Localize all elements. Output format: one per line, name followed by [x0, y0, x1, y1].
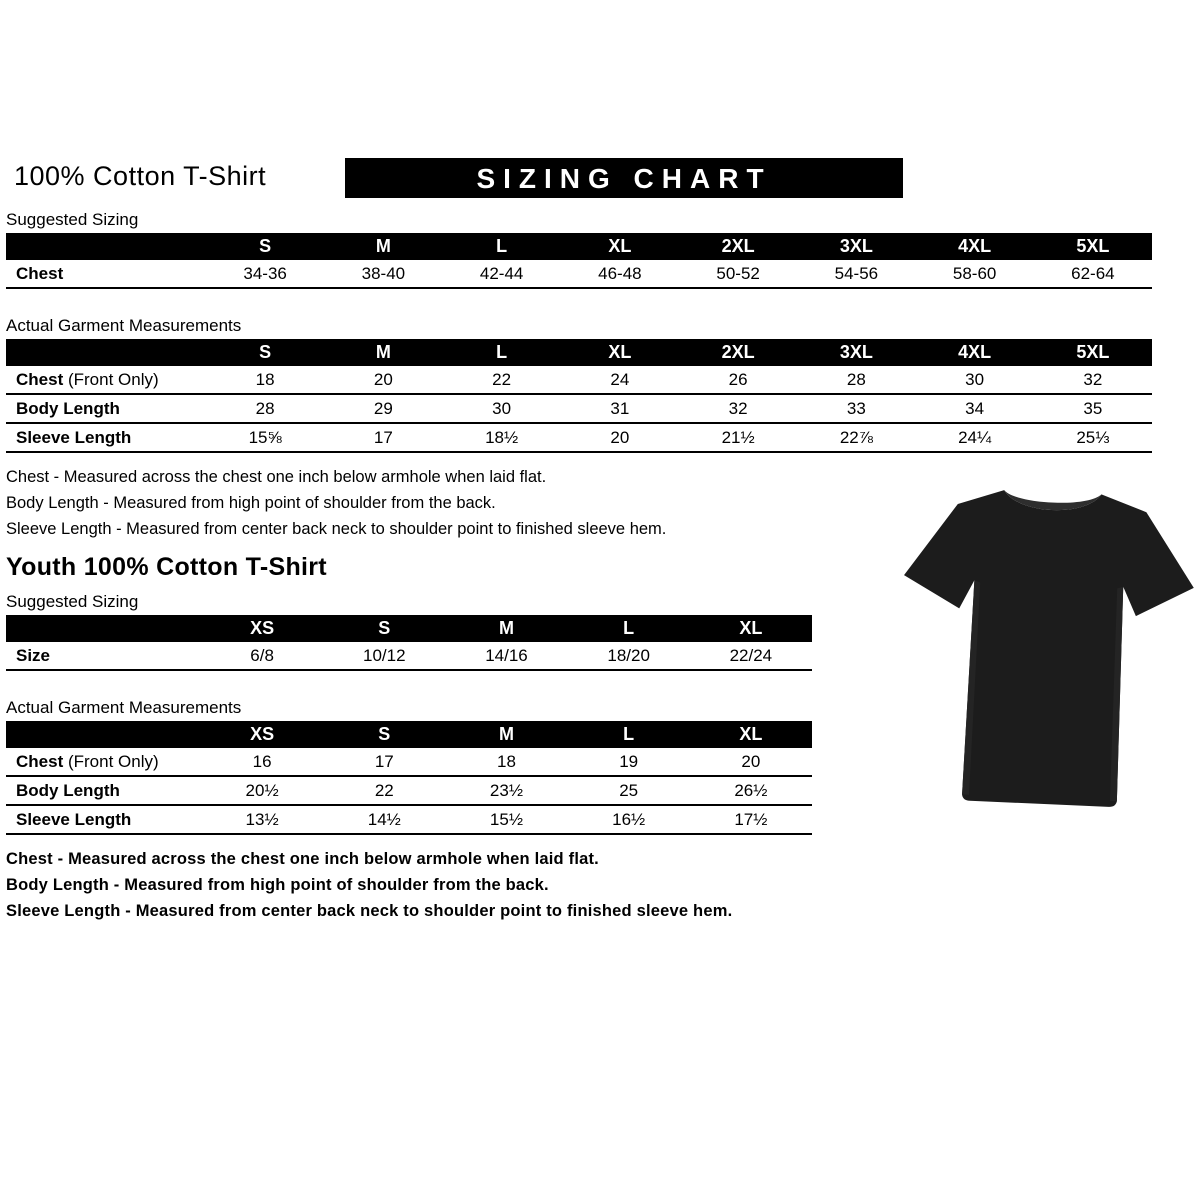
cell: 18 [445, 748, 567, 776]
actual-measurements-label: Actual Garment Measurements [6, 316, 242, 335]
cell: 58-60 [916, 260, 1034, 288]
note-line: Sleeve Length - Measured from center back neck to shoulder point to finished sleeve hem. [6, 902, 733, 920]
cell: 30 [916, 366, 1034, 394]
size-header-cell: S [206, 339, 324, 366]
cell: 19 [568, 748, 690, 776]
cell: 33 [797, 394, 915, 423]
cell: 22/24 [690, 642, 812, 670]
table-row [6, 366, 1152, 394]
size-header-cell: 2XL [679, 339, 797, 366]
cell: 20 [690, 748, 812, 776]
note-line: Chest - Measured across the chest one inch below armhole when laid flat. [6, 850, 599, 868]
row-label: Body Length [6, 776, 201, 805]
row-label: Chest (Front Only) [6, 748, 201, 776]
size-header-cell: 4XL [916, 339, 1034, 366]
youth-suggested-table [6, 615, 812, 671]
size-header-cell: 4XL [916, 233, 1034, 260]
size-header-cell: M [324, 339, 442, 366]
size-header-cell: XS [201, 615, 323, 642]
size-header-cell: L [568, 721, 690, 748]
cell: 42-44 [443, 260, 561, 288]
cell: 28 [206, 394, 324, 423]
suggested-sizing-label: Suggested Sizing [6, 592, 139, 611]
table-row [6, 260, 1152, 288]
size-header-cell: L [443, 339, 561, 366]
note-line: Chest - Measured across the chest one inch below armhole when laid flat. [6, 468, 547, 486]
cell: 17 [324, 423, 442, 452]
cell: 6/8 [201, 642, 323, 670]
cell: 22 [443, 366, 561, 394]
cell: 22⅞ [797, 423, 915, 452]
size-header-cell: 2XL [679, 233, 797, 260]
cell: 13½ [201, 805, 323, 834]
size-header-cell: 5XL [1034, 233, 1152, 260]
cell: 34-36 [206, 260, 324, 288]
size-header-cell: 3XL [797, 339, 915, 366]
size-header-cell: L [568, 615, 690, 642]
size-header-cell: 3XL [797, 233, 915, 260]
size-header-cell: L [443, 233, 561, 260]
cell: 28 [797, 366, 915, 394]
row-label-suffix: (Front Only) [63, 751, 159, 771]
cell: 38-40 [324, 260, 442, 288]
row-label-suffix: (Front Only) [63, 369, 159, 389]
cell: 15⅝ [206, 423, 324, 452]
size-header-cell: S [323, 615, 445, 642]
size-header-cell: S [206, 233, 324, 260]
cell: 16½ [568, 805, 690, 834]
cell: 16 [201, 748, 323, 776]
adult-suggested-table [6, 233, 1152, 289]
adult-actual-table [6, 339, 1152, 453]
cell: 62-64 [1034, 260, 1152, 288]
cell: 54-56 [797, 260, 915, 288]
cell: 18 [206, 366, 324, 394]
cell: 29 [324, 394, 442, 423]
row-label: Body Length [6, 394, 206, 423]
cell: 17½ [690, 805, 812, 834]
cell: 25⅓ [1034, 423, 1152, 452]
header-spacer-cell [6, 339, 206, 366]
cell: 46-48 [561, 260, 679, 288]
table-row [6, 423, 1152, 452]
cell: 22 [323, 776, 445, 805]
note-line: Body Length - Measured from high point of shoulder from the back. [6, 876, 549, 894]
cell: 35 [1034, 394, 1152, 423]
cell: 24¼ [916, 423, 1034, 452]
row-label: Chest (Front Only) [6, 366, 206, 394]
table-row [6, 805, 812, 834]
cell: 20 [561, 423, 679, 452]
cell: 26½ [690, 776, 812, 805]
cell: 50-52 [679, 260, 797, 288]
adult-title: 100% Cotton T-Shirt [14, 161, 267, 191]
tshirt-image [890, 470, 1200, 827]
size-header-cell: XS [201, 721, 323, 748]
cell: 14½ [323, 805, 445, 834]
table-row [6, 642, 812, 670]
size-header-cell: XL [690, 721, 812, 748]
table-row [6, 748, 812, 776]
size-header-cell: M [445, 615, 567, 642]
sizing-chart-banner: SIZING CHART [345, 158, 903, 198]
header-row [6, 158, 1194, 204]
cell: 17 [323, 748, 445, 776]
suggested-sizing-label: Suggested Sizing [6, 210, 139, 229]
size-header-cell: XL [561, 233, 679, 260]
youth-notes [6, 850, 1194, 921]
row-label: Chest [6, 260, 206, 288]
youth-actual-table [6, 721, 812, 835]
size-header-row [6, 339, 1152, 366]
size-header-cell: XL [690, 615, 812, 642]
cell: 34 [916, 394, 1034, 423]
row-label: Size [6, 642, 201, 670]
row-label: Sleeve Length [6, 805, 201, 834]
cell: 31 [561, 394, 679, 423]
size-header-cell: M [324, 233, 442, 260]
size-header-cell: XL [561, 339, 679, 366]
cell: 14/16 [445, 642, 567, 670]
table-row [6, 776, 812, 805]
cell: 32 [1034, 366, 1152, 394]
youth-title: Youth 100% Cotton T-Shirt [6, 553, 327, 581]
cell: 10/12 [323, 642, 445, 670]
note-line: Body Length - Measured from high point of shoulder from the back. [6, 494, 496, 512]
cell: 15½ [445, 805, 567, 834]
cell: 20 [324, 366, 442, 394]
cell: 18/20 [568, 642, 690, 670]
row-label: Sleeve Length [6, 423, 206, 452]
size-header-row [6, 233, 1152, 260]
cell: 24 [561, 366, 679, 394]
cell: 18½ [443, 423, 561, 452]
size-header-cell: 5XL [1034, 339, 1152, 366]
note-line: Sleeve Length - Measured from center back neck to shoulder point to finished sleeve hem. [6, 520, 667, 538]
cell: 32 [679, 394, 797, 423]
table-row [6, 394, 1152, 423]
cell: 25 [568, 776, 690, 805]
size-header-cell: S [323, 721, 445, 748]
cell: 23½ [445, 776, 567, 805]
header-spacer-cell [6, 233, 206, 260]
size-header-row [6, 615, 812, 642]
cell: 21½ [679, 423, 797, 452]
size-header-cell: M [445, 721, 567, 748]
cell: 26 [679, 366, 797, 394]
header-spacer-cell [6, 615, 201, 642]
size-header-row [6, 721, 812, 748]
cell: 30 [443, 394, 561, 423]
cell: 20½ [201, 776, 323, 805]
actual-measurements-label: Actual Garment Measurements [6, 698, 242, 717]
header-spacer-cell [6, 721, 201, 748]
